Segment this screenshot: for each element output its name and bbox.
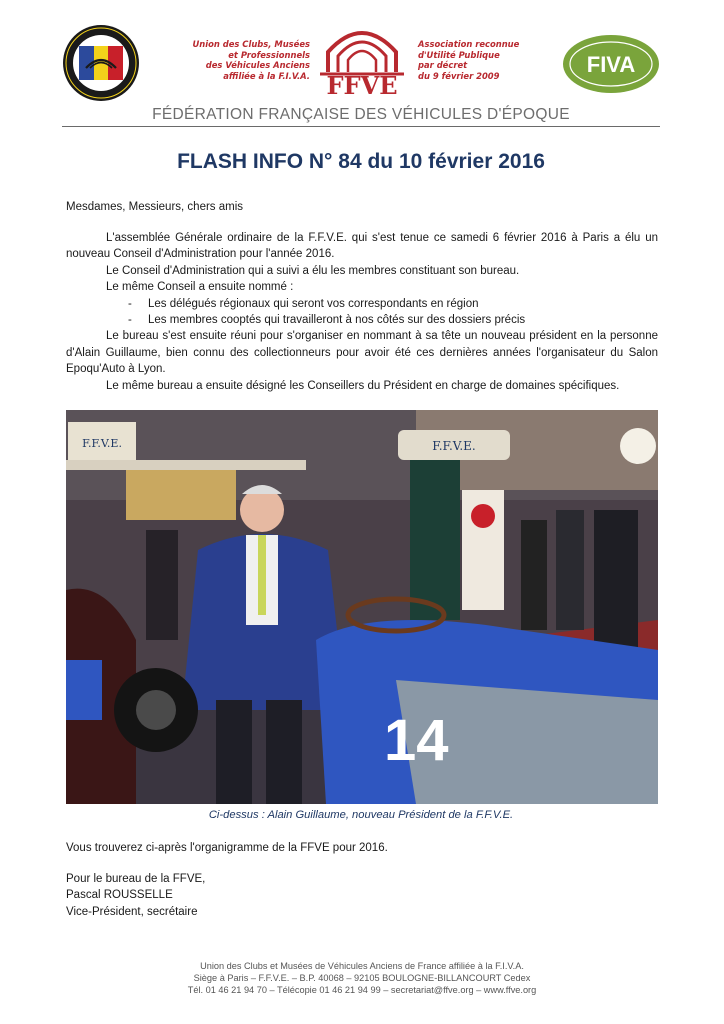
letterhead [62, 22, 660, 126]
federation-name: FÉDÉRATION FRANÇAISE DES VÉHICULES D'ÉPOQUE [152, 106, 570, 123]
header-divider [62, 126, 660, 127]
ffve-seal-logo [62, 24, 140, 102]
fiva-logo-text: FIVA [586, 52, 636, 77]
association-description-right: Association reconnue d'Utilité Publique par décret du 9 février 2009 [418, 39, 520, 81]
ffve-logo-text: FFVE [326, 71, 398, 98]
ffve-sign: F.F.V.E. [82, 437, 122, 450]
body-text [66, 230, 658, 394]
page-title: FLASH INFO N° 84 du 10 février 2016 [177, 150, 545, 173]
paragraph: Le même bureau a ensuite désigné les Conseillers du Président en charge de domaines spécifiques. [106, 379, 620, 392]
list-item: - Les délégués régionaux qui seront vos correspondants en région [128, 297, 479, 310]
organigram-note: Vous trouverez ci-après l'organigramme de la FFVE pour 2016. [66, 842, 388, 854]
paragraph: L'assemblée Générale ordinaire de la F.F.V.E. qui s'est tenue ce samedi 6 février 2016 à Paris a élu un nouveau Conseil d'Administration pour l'année 2016. [66, 232, 658, 261]
signature-block: Pour le bureau de la FFVE, Pascal ROUSSELLE Vice-Président, secrétaire [66, 873, 206, 918]
list-item: - Les membres cooptés qui travailleront à nos côtés sur des dossiers précis [128, 314, 526, 327]
paragraph: Le même Conseil a ensuite nommé : [106, 281, 294, 294]
greeting: Mesdames, Messieurs, chers amis [66, 201, 244, 213]
event-photo [66, 410, 658, 804]
paragraph: Le bureau s'est ensuite réuni pour s'organiser en nommant à sa tête un nouveau président en la personne d'Alain Guillaume, bien connu des collectionneurs pour avoir été ces dernières années l'organisateur du Salon Epoqu'Auto à Lyon. [66, 330, 658, 376]
ffve-tower-sign: F.F.V.E. [432, 439, 476, 453]
ffve-logo [316, 22, 408, 98]
association-description-left: Union des Clubs, Musées et Professionnels des Véhicules Anciens affiliée à la F.I.V.A. [192, 39, 310, 81]
car-number: 14 [384, 708, 449, 773]
fiva-logo [562, 34, 660, 94]
photo-caption: Ci-dessus : Alain Guillaume, nouveau Président de la F.F.V.E. [208, 809, 514, 821]
footer: Union des Clubs et Musées de Véhicules Anciens de France affiliée à la F.I.V.A. Siège à Paris – F.F.V.E. – B.P. 40068 – 92105 BOULOGNE-BILLANCOURT Cedex Tél. 01 46 21 94 70 – Télécopie 01 46 21 94 99 – secretariat@ffve.org – www.ffve.org [187, 961, 537, 996]
paragraph: Le Conseil d'Administration qui a suivi a élu les membres constituant son bureau. [106, 264, 520, 277]
